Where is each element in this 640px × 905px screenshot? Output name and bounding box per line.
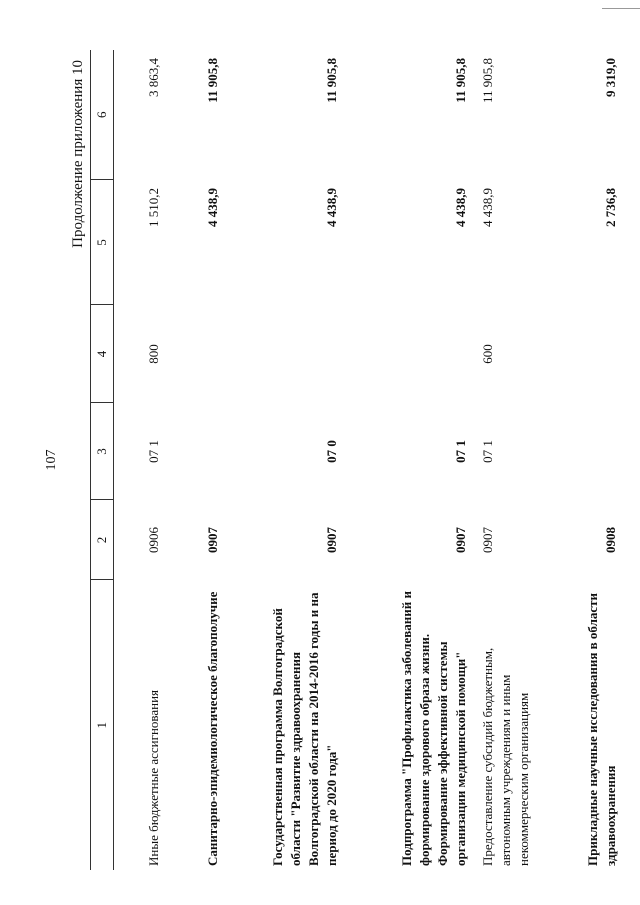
column-header: 1 (91, 580, 114, 870)
budget-table (90, 50, 625, 870)
table-row (346, 50, 475, 870)
row-target: 07 1 (480, 440, 495, 463)
row-col6: 3 863,4 (146, 58, 161, 97)
row-col6: 11 905,8 (205, 58, 220, 103)
column-header: 3 (91, 403, 114, 500)
table-row (566, 50, 625, 870)
row-col5: 2 736,8 (603, 188, 618, 227)
row-col5: 4 438,9 (480, 188, 495, 227)
row-target: 07 1 (146, 440, 161, 463)
row-name: Подпрограмма "Профилактика заболеваний и формирование здорового образа жизни. Формирование эффективной системы организации медицинской помощи" (399, 591, 468, 866)
table-row (227, 50, 346, 870)
table-row (168, 50, 227, 870)
row-target (168, 403, 227, 500)
corner-mark (602, 0, 640, 9)
row-target (566, 403, 625, 500)
row-col6: 11 905,8 (324, 58, 339, 103)
rotated-page (38, 50, 618, 870)
row-target: 07 1 (453, 440, 468, 463)
row-section: 0906 (146, 527, 161, 553)
table-row (114, 50, 169, 870)
row-section: 0908 (603, 527, 618, 553)
row-col6: 11 905,8 (453, 58, 468, 103)
row-name: Иные бюджетные ассигнования (146, 689, 161, 866)
page-number: 107 (44, 449, 59, 471)
row-col5: 4 438,9 (453, 188, 468, 227)
column-header: 5 (91, 180, 114, 305)
column-header: 6 (91, 50, 114, 180)
row-col6: 11 905,8 (480, 58, 495, 104)
row-expense-type: 600 (480, 344, 495, 364)
table-header-row (91, 50, 114, 870)
row-expense-type (346, 305, 475, 403)
column-header: 4 (91, 305, 114, 403)
row-target: 07 0 (324, 440, 339, 463)
row-name: Прикладные научные исследования в области здравоохранения (585, 592, 618, 866)
row-col5: 1 510,2 (146, 188, 161, 227)
table-row (475, 50, 566, 870)
row-expense-type (566, 305, 625, 403)
row-section: 0907 (324, 527, 339, 553)
row-expense-type (227, 305, 346, 403)
row-expense-type: 800 (146, 344, 161, 364)
continuation-title: Продолжение приложения 10 (70, 60, 86, 248)
row-section: 0907 (453, 527, 468, 553)
row-section: 0907 (205, 527, 220, 553)
row-name: Предоставление субсидий бюджетным, автономным учреждениям и иным некоммерческим организациям (480, 647, 531, 866)
row-col6: 9 319,0 (603, 58, 618, 97)
row-name: Государственная программа Волгоградской области "Развитие здравоохранения Волгоградской области на 2014-2016 годы и на период до 2020 года" (270, 592, 339, 866)
row-expense-type (168, 305, 227, 403)
column-header: 2 (91, 500, 114, 580)
row-col5: 4 438,9 (205, 188, 220, 227)
row-section: 0907 (480, 527, 495, 553)
row-col5: 4 438,9 (324, 188, 339, 227)
row-name: Санитарно-эпидемиологическое благополучие (205, 591, 220, 866)
